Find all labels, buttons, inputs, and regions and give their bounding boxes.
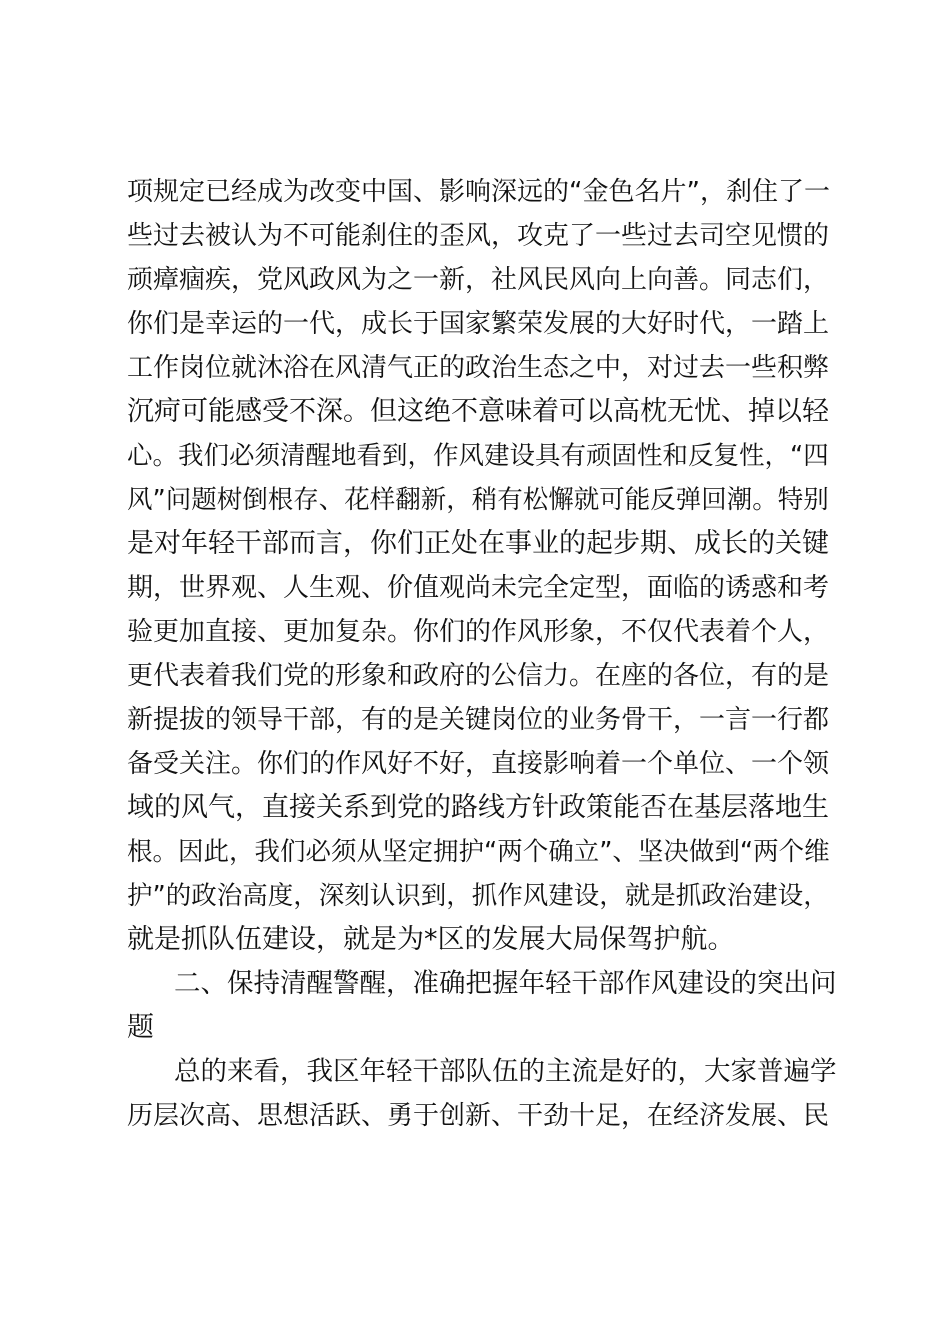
text-line: 题: [127, 1012, 154, 1043]
text-line: 风”问题树倒根存、花样翻新，稍有松懈就可能反弹回潮。特别: [127, 485, 829, 515]
text-line: 新提拔的领导干部，有的是关键岗位的业务骨干，一言一行都: [127, 705, 830, 735]
text-line: 是对年轻干部而言，你们正处在事业的起步期、成长的关键: [127, 528, 829, 559]
text-line: 更代表着我们党的形象和政府的公信力。在座的各位，有的是: [127, 661, 830, 691]
text-line: 域的风气，直接关系到党的路线方针政策能否在基层落地生: [127, 792, 829, 823]
text-line: 你们是幸运的一代，成长于国家繁荣发展的大好时代，一踏上: [127, 309, 830, 339]
text-line: 期，世界观、人生观、价值观尚未完全定型，面临的诱惑和考: [127, 573, 830, 603]
text-line: 工作岗位就沐浴在风清气正的政治生态之中，对过去一些积弊: [127, 353, 830, 383]
text-line: 备受关注。你们的作风好不好，直接影响着一个单位、一个领: [127, 749, 830, 779]
paragraph-first-line: 总的来看，我区年轻干部队伍的主流是好的，大家普遍学: [174, 1056, 837, 1087]
text-line: 心。我们必须清醒地看到，作风建设具有顽固性和反复性，“四: [127, 441, 829, 471]
text-line: 些过去被认为不可能刹住的歪风，攻克了一些过去司空见惯的: [127, 221, 830, 251]
text-line: 就是抓队伍建设，就是为*区的发展大局保驾护航。: [127, 924, 735, 955]
text-line: 顽瘴痼疾，党风政风为之一新，社风民风向上向善。同志们，: [127, 265, 830, 295]
text-line: 根。因此，我们必须从坚定拥护“两个确立”、坚决做到“两个维: [127, 837, 830, 867]
text-line: 项规定已经成为改变中国、影响深远的“金色名片”，刹住了一: [127, 177, 830, 207]
text-line: 验更加直接、更加复杂。你们的作风形象，不仅代表着个人，: [127, 617, 830, 647]
body-text: [127, 170, 837, 1138]
paragraph-first-line: 二、保持清醒警醒，准确把握年轻干部作风建设的突出问: [174, 968, 837, 999]
text-line: 历层次高、思想活跃、勇于创新、干劲十足，在经济发展、民: [127, 1101, 830, 1131]
text-line: 护”的政治高度，深刻认识到，抓作风建设，就是抓政治建设，: [127, 881, 829, 911]
text-line: 沉疴可能感受不深。但这绝不意味着可以高枕无忧、掉以轻: [127, 396, 829, 427]
